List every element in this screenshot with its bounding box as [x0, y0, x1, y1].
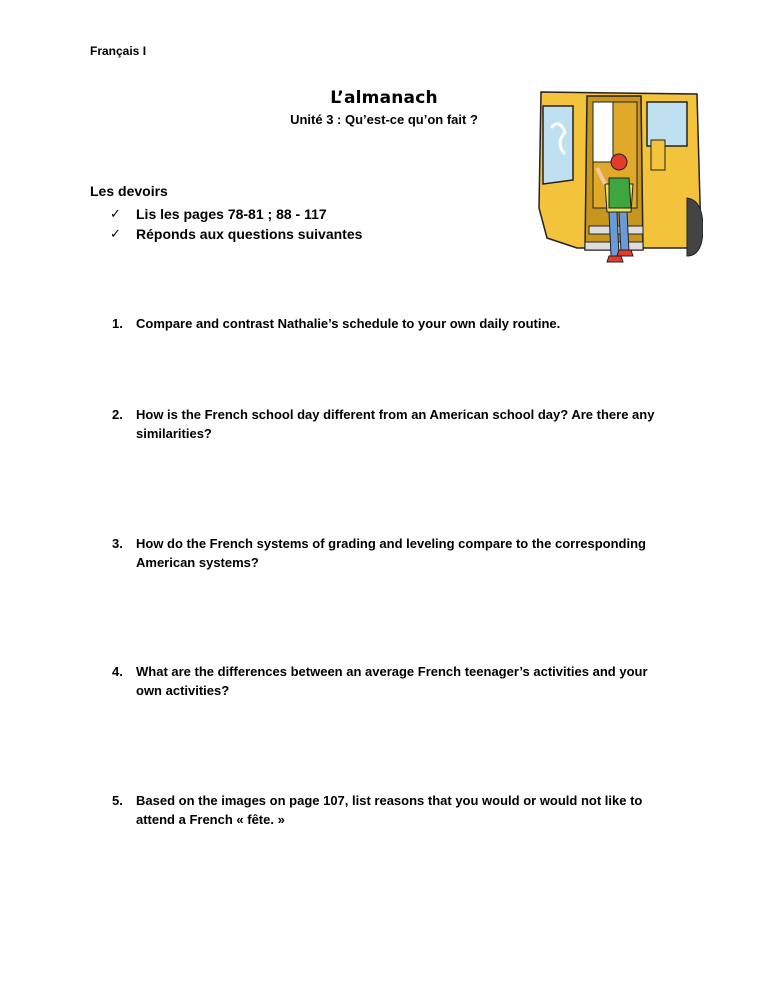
question-number: 3.	[112, 536, 123, 551]
checklist-item	[110, 204, 362, 224]
question-number: 2.	[112, 407, 123, 422]
checklist-item-text: Lis les pages 78-81 ; 88 - 117	[136, 206, 327, 222]
course-label: Français I	[90, 44, 147, 58]
question-text: How is the French school day different from an American school day? Are there any similarities?	[136, 407, 655, 441]
school-bus-student-icon	[537, 88, 703, 272]
question-number: 1.	[112, 316, 123, 331]
checklist-item-text: Réponds aux questions suivantes	[136, 226, 363, 242]
question-number: 5.	[112, 793, 123, 808]
question-text: What are the differences between an average French teenager’s activities and your own activities?	[136, 664, 648, 698]
question-item	[112, 405, 672, 443]
page-title: L’almanach	[330, 88, 438, 108]
question-text: Based on the images on page 107, list reasons that you would or would not like to attend a French « fête. »	[136, 793, 643, 827]
question-text: Compare and contrast Nathalie’s schedule to your own daily routine.	[136, 316, 561, 331]
question-item	[112, 314, 672, 333]
question-item	[112, 534, 672, 572]
checkmark-icon: ✓	[110, 226, 121, 241]
checklist-item	[110, 224, 362, 244]
question-item	[112, 662, 672, 700]
question-number: 4.	[112, 664, 123, 679]
question-item	[112, 791, 672, 829]
page-subtitle: Unité 3 : Qu’est-ce qu’on fait ?	[290, 112, 478, 127]
checkmark-icon: ✓	[110, 206, 121, 221]
homework-checklist	[110, 204, 362, 244]
question-text: How do the French systems of grading and leveling compare to the corresponding American systems?	[136, 536, 646, 570]
homework-heading: Les devoirs	[90, 183, 168, 199]
